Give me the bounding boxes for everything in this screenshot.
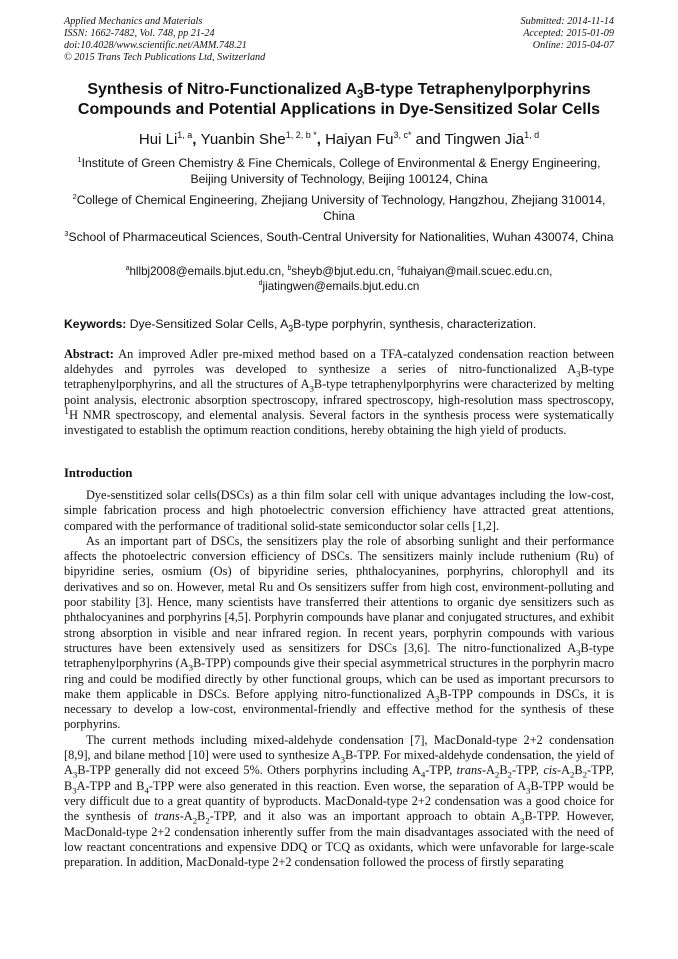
copyright-line: © 2015 Trans Tech Publications Ltd, Switzerland	[64, 52, 266, 63]
email-list: $^a$hllbj2008@emails.bjut.edu.cn, $^b$sheyb@bjut.edu.cn, $^c$fuhaiyan@mail.scuec.edu.cn, $^d$jiatingwen@emails.bjut.edu.cn	[125, 265, 553, 293]
author-name: Hui Li	[138, 131, 178, 148]
paragraph: As an important part of DSCs, the sensitizers play the role of absorbing sunlight and their performance affects the photoelectric conversion efficiency of DSCs. The sensitizers mainly include ruthenium (Ru) of bipyridine series, osmium (Os) of bipyridine series, phthalocyanines, porphyrins, chlorophyll and its derivatives and so on. However, metal Ru and Os sensitizers suffer from high cost, environment-polluting and poor stability [3]. Hence, many scientists have transferred their attentions to organic dye sensitizers such as phthalocyanines and porphyrins [4,5]. Porphyrin compounds have planar and conjugated structures, and exhibit strong absorption in visible and near infrared region. In recent years, porphyrin compounds with various structures have been extensively used as sensitizers for DSCs [3,6]. The nitro-functionalized $A_3B$-type tetraphenylporphyrins $(A_3B-TPP)$ compounds give their special asymmetrical structures in the porphyrin macro ring and could be modified directly by other functional groups, which can be used as important precursors to make them applicable in DSCs. Before applying nitro-functionalized $A_3B$-TPP compounds in DSCs, it is necessary to develop a low-cost, environmental-friendly and effective method for the synthesis of these porphyrins.	[64, 533, 615, 732]
paper-title	[50, 80, 628, 120]
journal-name: Applied Mechanics and Materials	[64, 16, 203, 27]
accepted-date: Accepted: 2015-01-09	[523, 28, 614, 39]
submitted-date: Submitted: 2014-11-14	[520, 16, 614, 27]
abstract: Abstract: An improved Adler pre-mixed method based on a TFA-catalyzed condensation reaction between aldehydes and pyrroles was developed to synthesize a series of nitro-functionalized $A_3B$-type tetraphenylporphyrins, and all the structures of $A_3B$-type tetraphenylporphyrins were characterized by melting point analysis, electronic absorption spectroscopy, infrared spectroscopy, high-resolution mass spectroscopy, $^1$H NMR spectroscopy, and elemental analysis. Several factors in the synthesis process were systematically investigated to establish the optimum reaction conditions, hereby obtaining the high yield of products.	[64, 347, 614, 438]
email-address: sheyb@bjut.edu.cn,	[291, 265, 398, 278]
author-name: Yuanbin She	[200, 131, 286, 148]
dates-info	[521, 16, 614, 52]
author-name: Haiyan Fu	[325, 131, 394, 148]
keywords-label: Keywords:	[64, 317, 127, 331]
author-list: Hui Li$^{1, a}$, Yuanbin She$^{1, 2, b *}$, Haiyan $Fu^{3, c*}$ and Tingwen Jia$^{1, d}$	[138, 130, 540, 148]
section-heading: Introduction	[64, 466, 133, 480]
paragraph: Dye-senstitized solar cells(DSCs) as a thin film solar cell with unique advantages including the low-cost, simple fabrication process and high photoelectric conversion effichiency have attracted great attentions, compared with the performance of traditional solid-state semiconductor solar cells [1,2].	[64, 488, 614, 533]
doi-line: doi:10.4028/www.scientific.net/AMM.748.21	[64, 40, 247, 51]
email-address: jiatingwen@emails.bjut.edu.cn	[262, 280, 420, 293]
email-address: hllbj2008@emails.bjut.edu.cn,	[129, 265, 288, 278]
issn-line: ISSN: 1662-7482, Vol. 748, pp 21-24	[64, 28, 215, 39]
online-date: Online: 2015-04-07	[532, 40, 614, 51]
paragraph: The current methods including mixed-aldehyde condensation [7], MacDonald-type 2+2 condensation [8,9], and bilane method [10] were used to synthesize $A_3B$-TPP. For mixed-aldehyde condensation, the yield of $A_3B$-TPP generally did not exceed 5%. Others porphyrins including $A_4$-TPP, trans-$A_2B_2$-TPP, cis-$A_2B_2$-TPP, $B_3A$-TPP and $B_4$-TPP were also generated in this reaction. Even worse, the separation of $A_3B$-TPP would be very difficult due to a great quantity of byproducts. MacDonald-type 2+2 condensation was a good choice for the synthesis of trans-$A_2B_2$-TPP, and it also was an important approach to obtain $A_3B$-TPP. However, MacDonald-type 2+2 condensation inherently suffer from the main disadvantages associated with the need of low reactant concentrations and expensive DDQ or TCQ as oxidants, which were unfavorable for large-scale preparation. In addition, MacDonald-type 2+2 condensation followed the process of firstly separating	[64, 732, 615, 870]
title-line-2: Compounds and Potential Applications in Dye-Sensitized Solar Cells	[77, 101, 601, 118]
affiliation-2: $^2$College of Chemical Engineering, Zhejiang University of Technology, Hangzhou, Zhejiang 310014, China	[72, 191, 606, 223]
title-line-1: Synthesis of Nitro-Functionalized $A_3B$-type Tetraphenylporphyrins	[87, 81, 591, 102]
affiliation-3: $^3$School of Pharmaceutical Sciences, South-Central University for Nationalities, Wuhan 430074, China	[64, 228, 614, 244]
email-address: fuhaiyan@mail.scuec.edu.cn,	[400, 265, 553, 278]
author-name: Tingwen Jia	[444, 131, 525, 148]
keywords: Keywords: Dye-Sensitized Solar Cells, $A_3B$-type porphyrin, synthesis, characterization.	[64, 317, 537, 334]
introduction-body	[64, 488, 614, 870]
abstract-label: Abstract:	[64, 347, 114, 361]
affiliation-1: $^1$Institute of Green Chemistry & Fine Chemicals, College of Environmental & Energy Engineering, Beijing University of Technology, Beijing 100124, China	[77, 154, 601, 186]
journal-info	[64, 16, 265, 64]
